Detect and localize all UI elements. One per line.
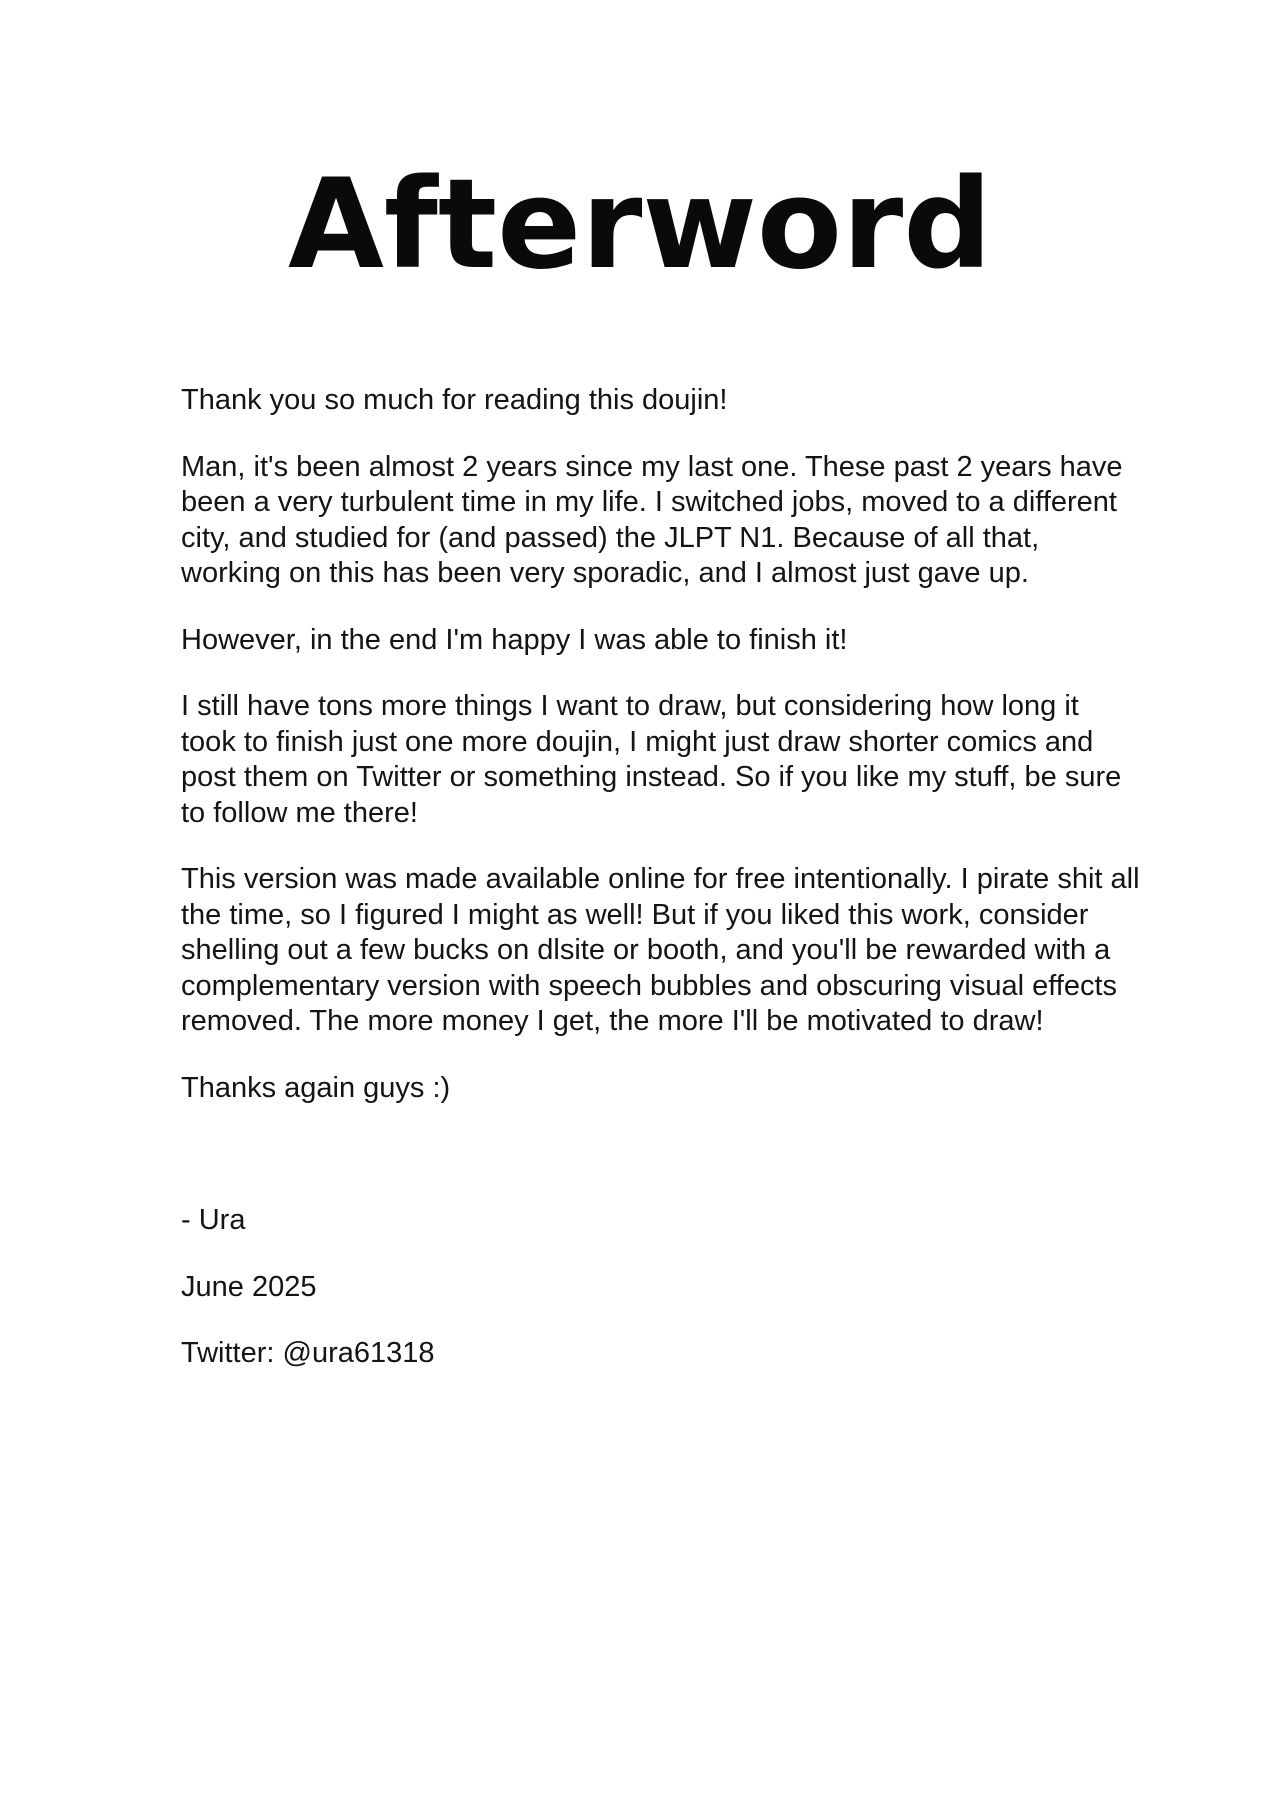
paragraph-thanks-again: Thanks again guys :) (181, 1071, 451, 1104)
paragraph-two-years: Man, it's been almost 2 years since my last one. These past 2 years have been a very turbulent time in my life. I switched jobs, moved to a different city, and studied for (and passed) the JLPT N1. Because of all that, working on this has been very sporadic, and I almost just gave up. (181, 450, 1123, 589)
signature-twitter: Twitter: @ura61318 (181, 1337, 435, 1369)
paragraph-free-version: This version was made available online for free intentionally. I pirate shit all the time, so I figured I might as well! But if you liked this work, consider shelling out a few bucks on dlsite or booth, and you'll be rewarded with a complementary version with speech bubbles and obscuring visual effects removed. The more money I get, the more I'll be motivated to draw! (181, 863, 1140, 1037)
afterword-body (181, 383, 1141, 1403)
signature-author: - Ura (181, 1204, 246, 1236)
paragraph-finished: However, in the end I'm happy I was able to finish it! (181, 623, 848, 656)
page-title: Afterword (287, 153, 993, 297)
signature-date: June 2025 (181, 1270, 317, 1303)
paragraph-thanks-reading: Thank you so much for reading this doujin! (181, 384, 728, 416)
paragraph-more-things: I still have tons more things I want to draw, but considering how long it took to finish just one more doujin, I might just draw shorter comics and post them on Twitter or something instead. So if you like my stuff, be sure to follow me there! (181, 690, 1122, 829)
